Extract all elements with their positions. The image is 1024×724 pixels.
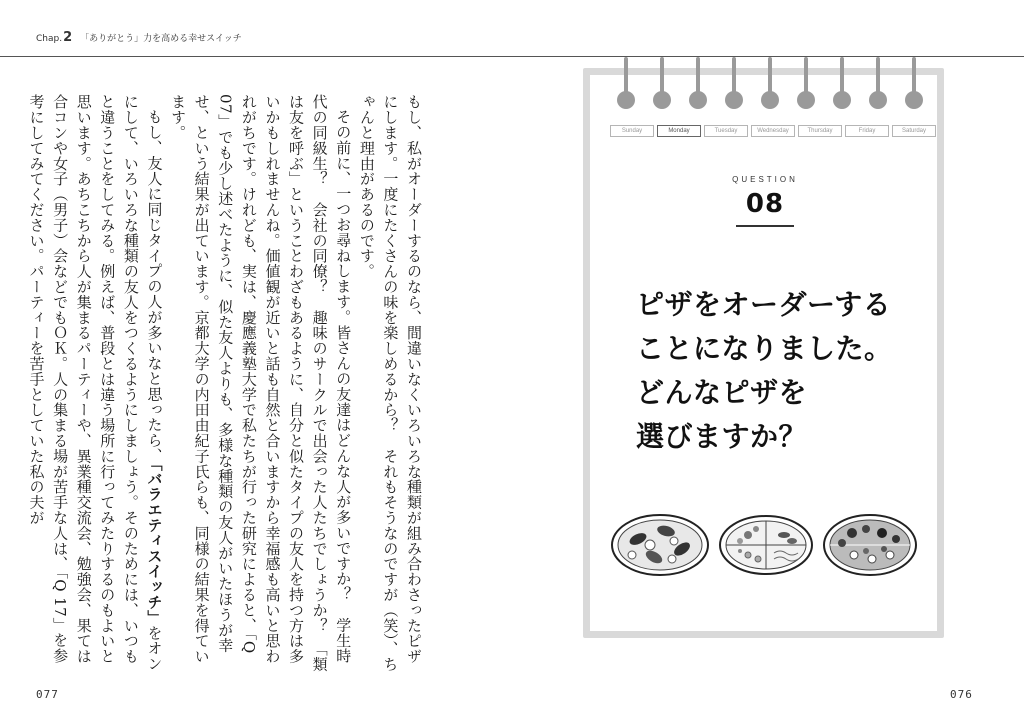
notepad-sheet [590,75,937,631]
question-underline [736,225,794,227]
weekday-tabs [610,125,936,137]
paragraph-2: その前に、一つお尋ねします。皆さんの友達はどんな人が多いですか？ 学生時代の同級生？ 会社の同僚？ 趣味のサークルで出会った人たちでしょうか？ 「類は友を呼ぶ」ということわざもあるように、自分と似たタイプの友人を持つ方は多いかもしれませんね。価値観が近いと話も自然と合いますから幸福感も高いと思われがちです。けれども、実は、慶應義塾大学で私たちが行った研究によると、「Q 07」でも少し述べたように、似た友人よりも、多様な種類の友人がいたほうが幸せ、という結果が出ています。京都大学の内田由紀子氏らも、同様の結果を得ています。 [169,94,353,672]
question-line-2: ことになりました。 [636,332,893,365]
paragraph-1: もし、私がオーダーするのなら、間違いなくいろいろな種類が組み合わさったピザにします。一度にたくさんの味を楽しめるから？ それもそうなのですが（笑）、ちゃんと理由があるのです。 [357,94,423,672]
day-friday: Friday [845,125,889,137]
ring-hole-icon [689,91,707,109]
body-text [27,94,425,674]
question-number: 08 [745,189,785,219]
pizza-quarter-icon [720,516,812,574]
ring-hole-icon [905,91,923,109]
chapter-label: Chap. [36,34,63,44]
day-thursday: Thursday [798,125,842,137]
day-wednesday: Wednesday [751,125,795,137]
day-sunday: Sunday [610,125,654,137]
day-monday: Monday [657,125,701,137]
question-line-3: どんなピザを [636,376,808,409]
paragraph-3-start: もし、友人に同じタイプの人が多いなと思ったら、 [145,109,164,464]
question-text [636,283,893,459]
paragraph-3 [24,94,166,674]
ring-hole-icon [653,91,671,109]
pizza-basil-icon [612,515,708,575]
ring-hole-icon [617,91,635,109]
ring-hole-icon [869,91,887,109]
chapter-title: 「ありがとう」力を高める幸せスイッチ [80,34,242,44]
question-label: QUESTION [732,175,798,184]
question-line-1: ピザをオーダーする [636,288,892,321]
question-line-4: 選びますか？ [636,420,808,453]
pizza-dark-icon [824,515,916,575]
chapter-number: 2 [63,30,73,45]
variety-switch-emphasis: 「バラエティスイッチ」 [145,463,164,626]
page-number-left: 077 [36,688,59,701]
page-header [0,0,1024,57]
chapter-heading [36,30,242,45]
day-tuesday: Tuesday [704,125,748,137]
day-saturday: Saturday [892,125,936,137]
question-notepad [583,68,944,638]
pizza-illustrations [608,507,920,587]
page-number-right: 076 [950,688,973,701]
paragraph-3-end: をオンにして、いろいろな種類の友人をつくるようにしましょう。そのためには、いつもと違うことをしてみる。例えば、普段とは違う場所に行ってみたりするのもよいと思います。あちこちから人が集まるパーティーや、異業種交流会、勉強会、果ては合コンや女子（男子）会などでもＯＫ。人の集まる場が苦手な人は、「Q 17」を参考にしてみてください。パーティーを苦手としていた私の夫が [27,94,164,672]
ring-hole-icon [761,91,779,109]
ring-hole-icon [833,91,851,109]
ring-hole-icon [797,91,815,109]
ring-hole-icon [725,91,743,109]
